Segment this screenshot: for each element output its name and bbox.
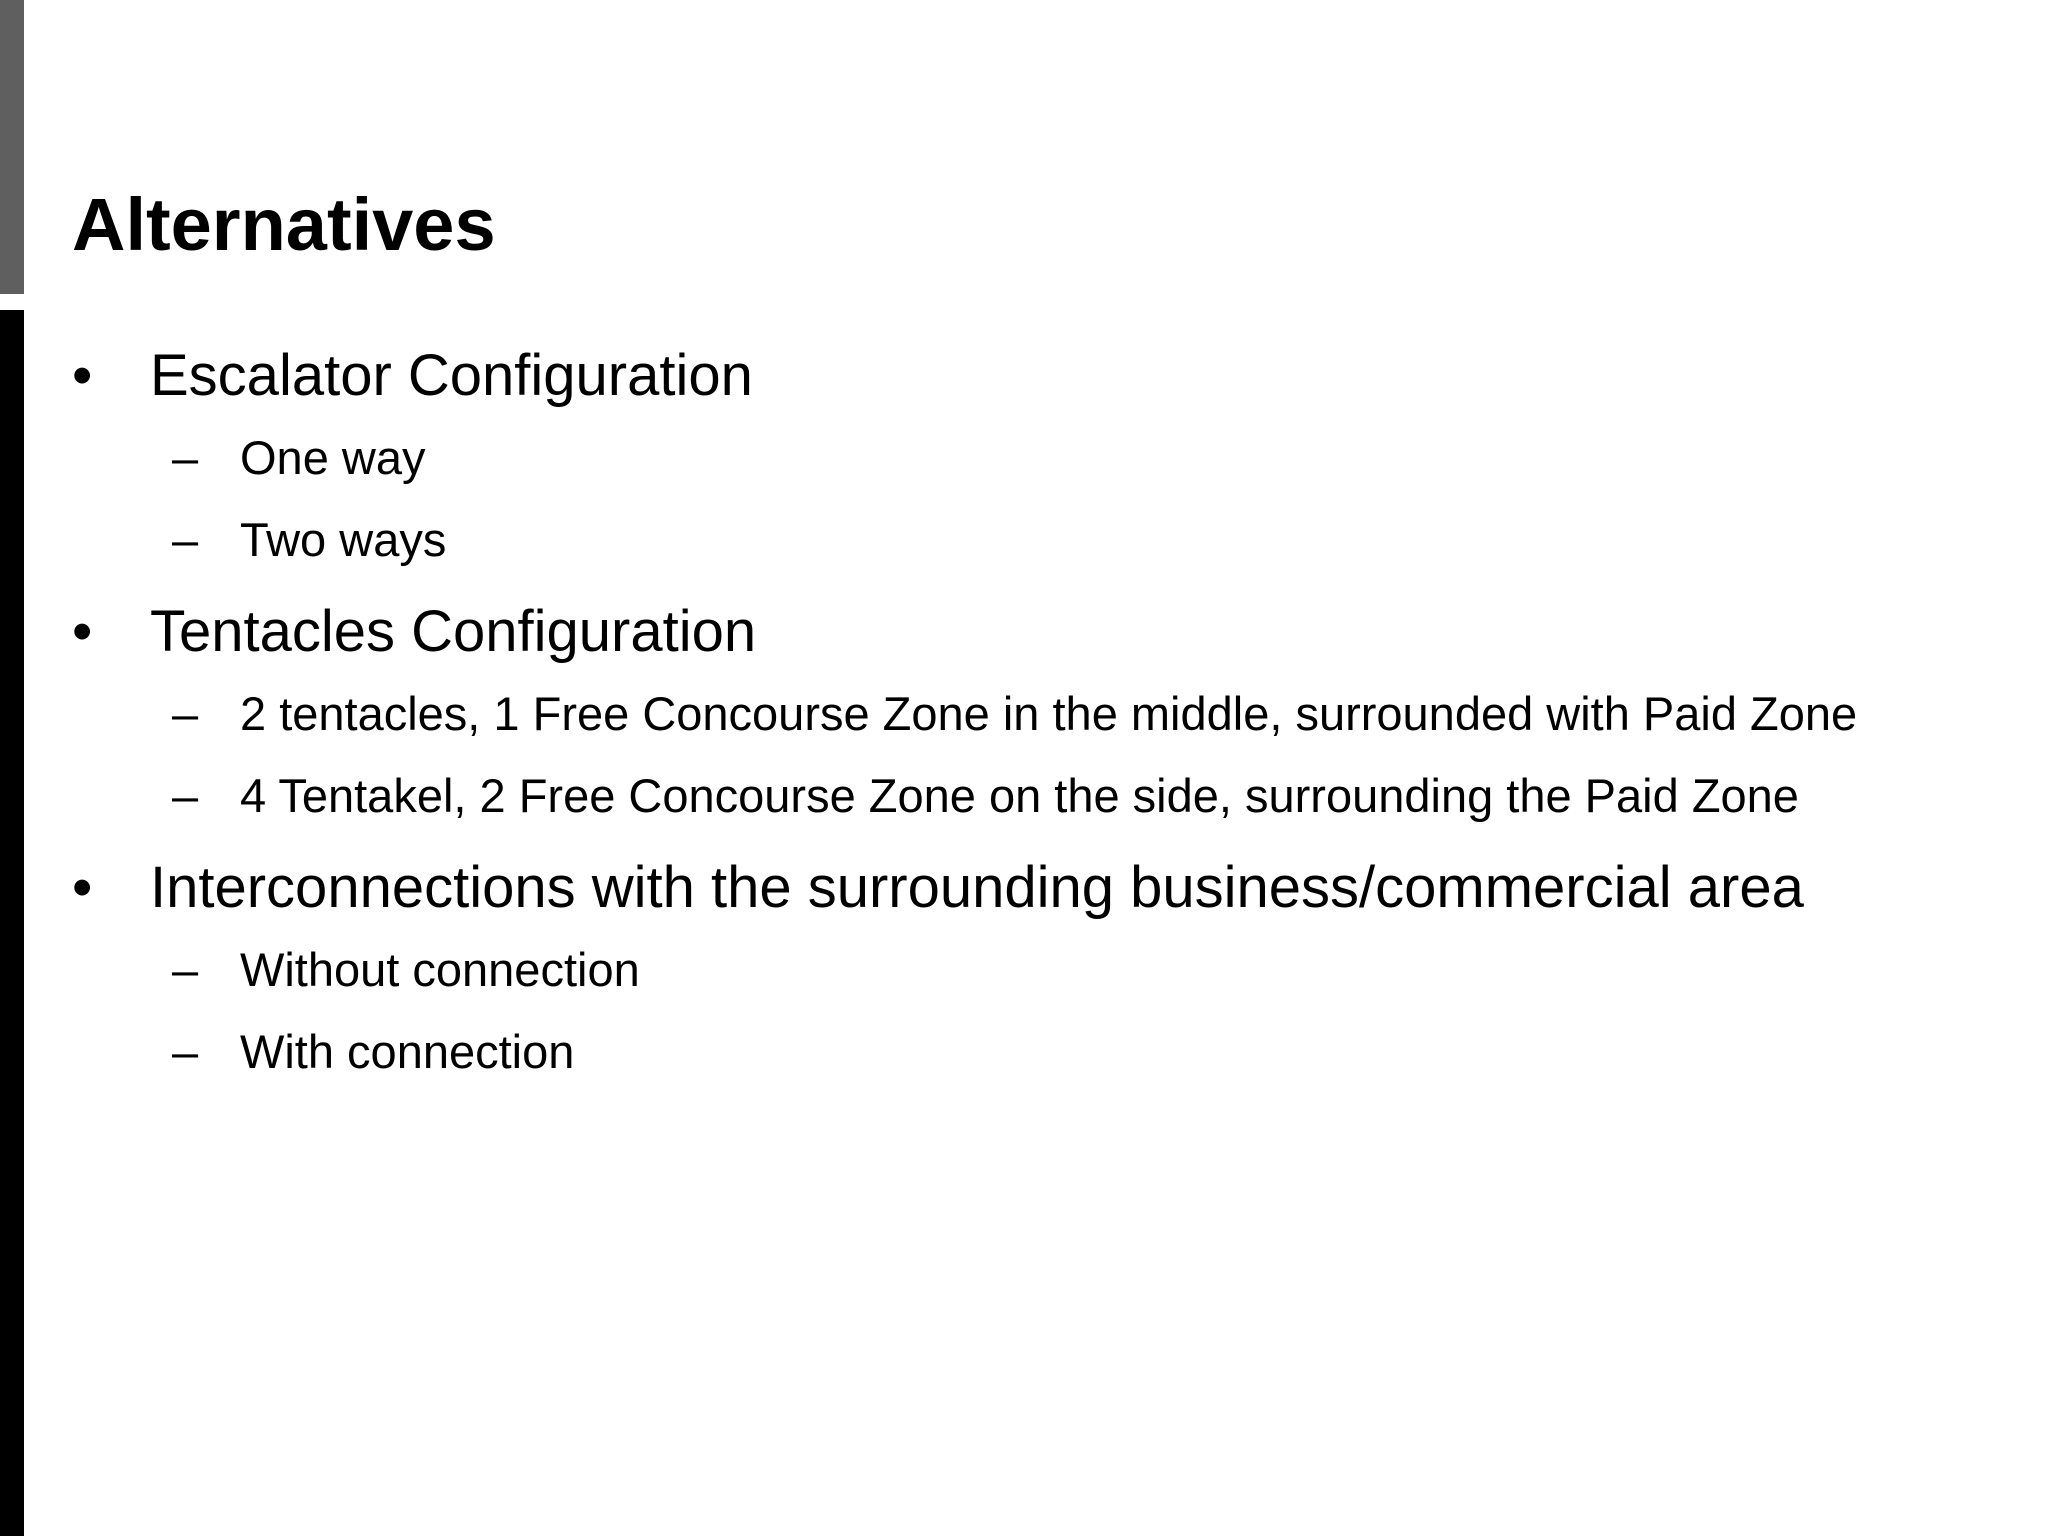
bullet-item	[72, 852, 1972, 924]
sub-bullet-text: Two ways	[240, 513, 447, 566]
dash-icon: –	[172, 1025, 199, 1078]
bullet-item	[72, 340, 1972, 412]
sub-bullet-item	[72, 506, 1972, 574]
bullet-text: Interconnections with the surrounding business/commercial area	[150, 855, 1804, 920]
sub-bullet-text: With connection	[240, 1025, 575, 1078]
sub-bullet-text: One way	[240, 431, 426, 484]
dash-icon: –	[172, 687, 199, 740]
bullet-list	[72, 340, 1972, 1100]
bullet-icon: •	[72, 343, 93, 408]
dash-icon: –	[172, 943, 199, 996]
sub-bullet-text: 2 tentacles, 1 Free Concourse Zone in the middle, surrounded with Paid Zone	[240, 687, 1858, 740]
dash-icon: –	[172, 769, 199, 822]
sub-bullet-item	[72, 762, 1972, 830]
sub-bullet-text: Without connection	[240, 943, 640, 996]
sub-bullet-item	[72, 424, 1972, 492]
bullet-icon: •	[72, 599, 93, 664]
bullet-item	[72, 596, 1972, 668]
sub-bullet-item	[72, 1018, 1972, 1086]
sub-bullet-text: 4 Tentakel, 2 Free Concourse Zone on the side, surrounding the Paid Zone	[240, 769, 1799, 822]
dash-icon: –	[172, 513, 199, 566]
bullet-text: Escalator Configuration	[150, 343, 753, 408]
accent-bar-top	[0, 0, 24, 294]
slide-title: Alternatives	[72, 183, 496, 266]
dash-icon: –	[172, 431, 199, 484]
accent-bar-bottom	[0, 310, 24, 1536]
sub-bullet-item	[72, 680, 1972, 748]
sub-bullet-item	[72, 936, 1972, 1004]
bullet-text: Tentacles Configuration	[150, 599, 757, 664]
bullet-icon: •	[72, 855, 93, 920]
